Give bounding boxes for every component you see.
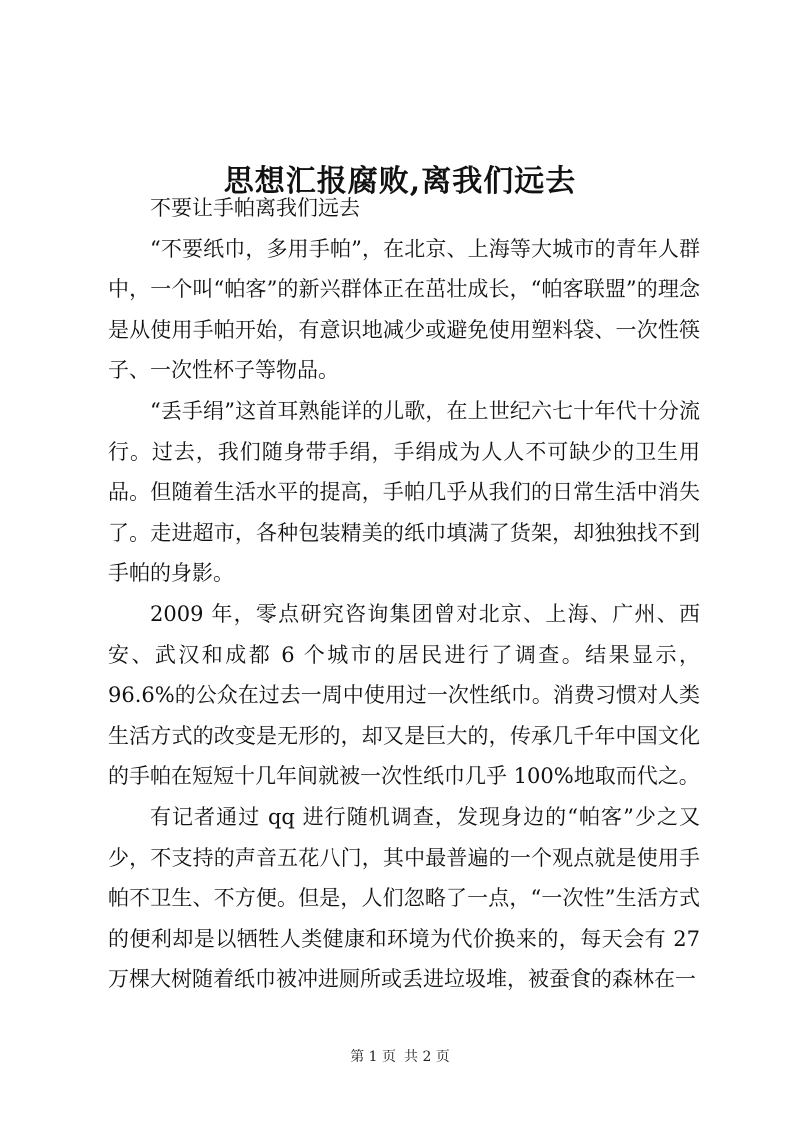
paragraph-subtitle: 不要让手帕离我们远去	[150, 196, 360, 220]
document-body	[108, 188, 700, 1000]
document-title: 思想汇报腐败,离我们远去	[223, 164, 577, 200]
paragraph-survey-2009: 2009 年，零点研究咨询集团曾对北京、上海、广州、西安、武汉和成都 6 个城市的居民进行了调查。结果显示，96.6%的公众在过去一周中使用过一次性纸巾。消费习惯对人类生活方式的改变是无形的，却又是巨大的，传承几千年中国文化的手帕在短短十几年间就被一次性纸巾几乎 100%地取而代之。	[108, 601, 700, 789]
paragraph-pake-intro: “不要纸巾，多用手帕”，在北京、上海等大城市的青年人群中，一个叫“帕客”的新兴群体正在茁壮成长，“帕客联盟”的理念是从使用手帕开始，有意识地减少或避免使用塑料袋、一次性筷子、一次性杯子等物品。	[108, 236, 700, 383]
paragraph-handkerchief-history: “丢手绢”这首耳熟能详的儿歌，在上世纪六七十年代十分流行。过去，我们随身带手绢，手绢成为人人不可缺少的卫生用品。但随着生活水平的提高，手帕几乎从我们的日常生活中消失了。走进超市，各种包装精美的纸巾填满了货架，却独独找不到手帕的身影。	[108, 398, 700, 586]
paragraph-reporter-survey: 有记者通过 qq 进行随机调查，发现身边的“帕客”少之又少，不支持的声音五花八门，其中最普遍的一个观点就是使用手帕不卫生、不方便。但是，人们忽略了一点，“一次性”生活方式的便利却是以牺牲人类健康和环境为代价换来的，每天会有 27 万棵大树随着纸巾被冲进厕所或丢进垃圾堆，被蚕食的森林在一	[108, 804, 700, 992]
page-number: 第 1 页	[350, 1049, 396, 1065]
page-total: 共 2 页	[404, 1049, 450, 1065]
page-footer	[0, 1047, 800, 1067]
